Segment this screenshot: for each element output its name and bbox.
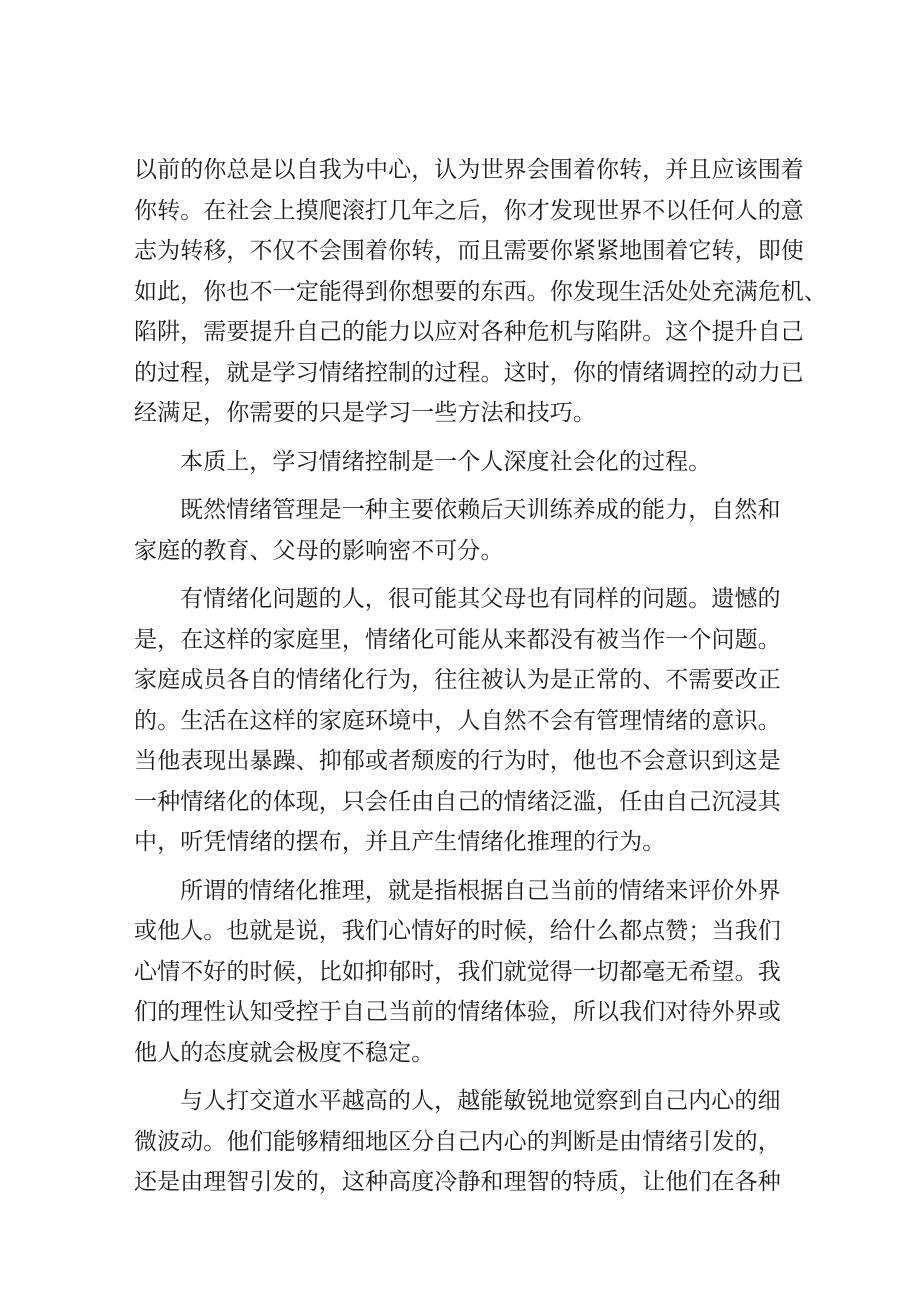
text-line: 们的理性认知受控于自己当前的情绪体验，所以我们对待外界或 [134,999,781,1025]
text-line: 心情不好的时候，比如抑郁时，我们就觉得一切都毫无希望。我 [134,958,781,985]
text-line: 或他人。也就是说，我们心情好的时候，给什么都点赞；当我们 [134,918,781,944]
text-line: 是，在这样的家庭里，情绪化可能从来都没有被当作一个问题。 [134,626,781,653]
text-line: 还是由理智引发的，这种高度冷静和理智的特质，让他们在各种 [134,1169,781,1195]
text-line: 经满足，你需要的只是学习一些方法和技巧。 [134,400,596,426]
text-line: 本质上，学习情绪控制是一个人深度社会化的过程。 [180,448,712,475]
text-line: 有情绪化问题的人，很可能其父母也有同样的问题。遗憾的 [180,586,781,612]
paragraph-2 [134,442,786,483]
text-line: 的。生活在这样的家庭环境中，人自然不会有管理情绪的意识。 [134,707,781,734]
text-line: 当他表现出暴躁、抑郁或者颓废的行为时，他也不会意识到这是 [134,748,781,774]
paragraph-4 [134,579,786,863]
paragraph-3 [134,490,786,571]
text-line: 所谓的情绪化推理，就是指根据自己当前的情绪来评价外界 [180,877,781,904]
paragraph-6 [134,1081,786,1203]
text-line: 微波动。他们能够精细地区分自己内心的判断是由情绪引发的， [134,1128,781,1155]
text-line: 家庭的教育、父母的影响密不可分。 [134,537,504,564]
text-line: 志为转移，不仅不会围着你转，而且需要你紧紧地围着它转，即使 [134,238,804,264]
text-line: 家庭成员各自的情绪化行为，往往被认为是正常的、不需要改正 [134,667,781,693]
paragraph-5 [134,871,786,1074]
text-line: 一种情绪化的体现，只会任由自己的情绪泛滥，任由自己沉浸其 [134,788,781,815]
text-line: 与人打交道水平越高的人，越能敏锐地觉察到自己内心的细 [180,1088,781,1114]
paragraph-1 [134,150,827,434]
text-line: 你转。在社会上摸爬滚打几年之后，你才发现世界不以任何人的意 [134,197,804,224]
text-line: 以前的你总是以自我为中心，认为世界会围着你转，并且应该围着 [134,157,804,183]
text-line: 的过程，就是学习情绪控制的过程。这时，你的情绪调控的动力已 [134,359,804,386]
document-body [134,150,827,1211]
text-line: 如此，你也不一定能得到你想要的东西。你发现生活处处充满危机、 [134,278,827,305]
text-line: 既然情绪管理是一种主要依赖后天训练养成的能力，自然和 [180,497,781,523]
text-line: 中，听凭情绪的摆布，并且产生情绪化推理的行为。 [134,829,666,855]
text-line: 他人的态度就会极度不稳定。 [134,1039,435,1066]
text-line: 陷阱，需要提升自己的能力以应对各种危机与陷阱。这个提升自己 [134,319,804,345]
